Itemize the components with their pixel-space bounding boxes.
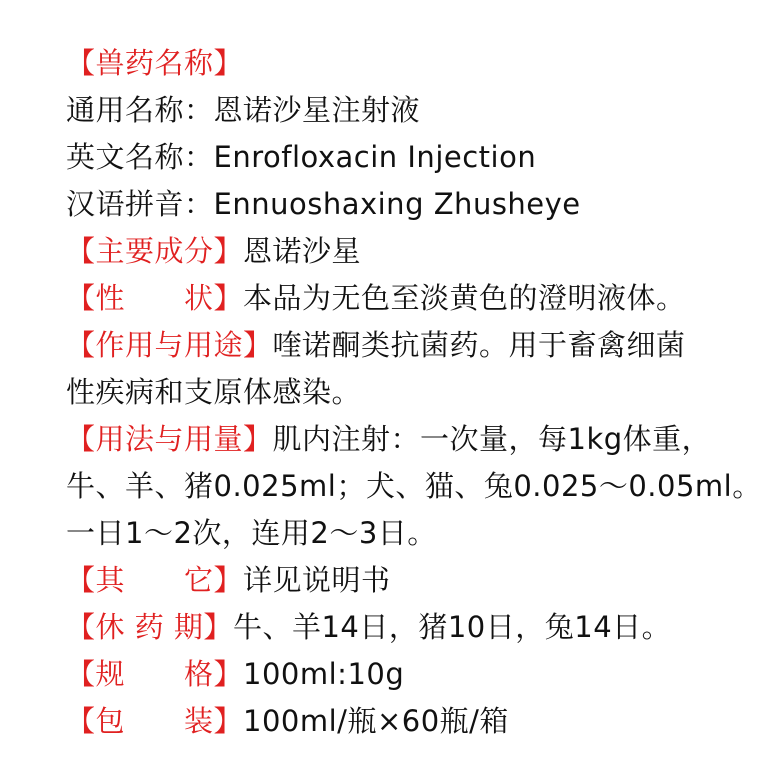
generic-name-line: 通用名称：恩诺沙星注射液 [66, 93, 421, 127]
appearance-value: 本品为无色至淡黄色的澄明液体。 [243, 281, 686, 315]
section-drug-name [66, 40, 756, 87]
indication-continuation: 性疾病和支原体感染。 [66, 375, 362, 409]
package-label: 【包 装】 [66, 704, 244, 738]
english-name-line: 英文名称：Enrofloxacin Injection [66, 140, 537, 174]
section-indication [66, 322, 756, 369]
pinyin-name-line: 汉语拼音：Ennuoshaxing Zhusheye [66, 187, 581, 221]
withdrawal-value: 牛、羊14日，猪10日，兔14日。 [232, 610, 672, 644]
appearance-label: 【性 状】 [66, 281, 244, 315]
section-dosage [66, 416, 756, 463]
section-spec [66, 651, 756, 698]
section-appearance [66, 275, 756, 322]
other-label: 【其 它】 [66, 563, 244, 597]
dosage-value: 肌内注射：一次量，每1kg体重， [272, 422, 712, 456]
spec-value: 100ml:10g [243, 657, 405, 691]
package-value: 100ml/瓶×60瓶/箱 [243, 704, 509, 738]
section-package [66, 698, 756, 745]
other-value: 详见说明书 [243, 563, 391, 597]
section-withdrawal [66, 604, 756, 651]
withdrawal-label: 【休 药 期】 [66, 610, 233, 644]
spec-label: 【规 格】 [66, 657, 244, 691]
dosage-label: 【用法与用量】 [66, 422, 273, 456]
dosage-continuation: 牛、羊、猪0.025ml；犬、猫、兔0.025～0.05ml。 [66, 469, 762, 503]
ingredient-value: 恩诺沙星 [243, 234, 362, 268]
indication-value: 喹诺酮类抗菌药。用于畜禽细菌 [272, 328, 686, 362]
drug-label-document [66, 40, 762, 745]
ingredient-label: 【主要成分】 [66, 234, 244, 268]
indication-label: 【作用与用途】 [66, 328, 273, 362]
drug-name-heading: 【兽药名称】 [66, 46, 244, 80]
dosage-frequency: 一日1～2次，连用2～3日。 [66, 516, 437, 550]
section-ingredient [66, 228, 756, 275]
section-other [66, 557, 756, 604]
